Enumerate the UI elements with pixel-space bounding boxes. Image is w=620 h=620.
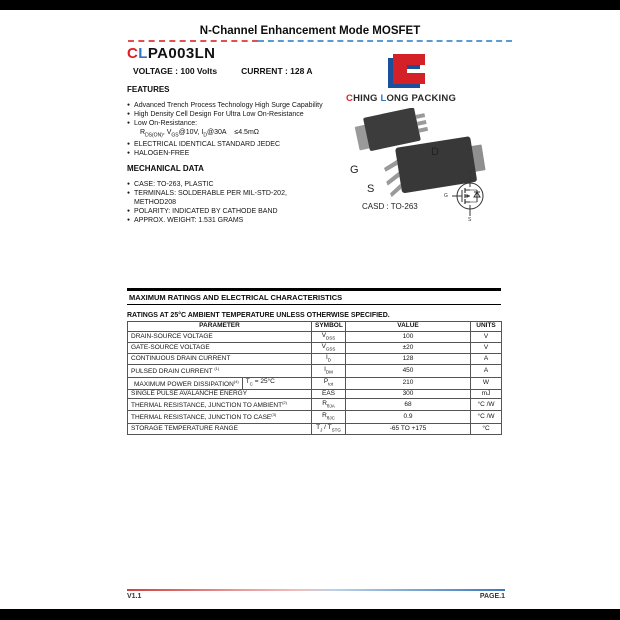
feature-text: Advanced Trench Process Technology High Surge Capability (134, 102, 323, 109)
mechanical-line: METHOD208 (134, 199, 177, 206)
feature-text: HALOGEN-FREE (134, 150, 190, 158)
footnote-ref: (1) (214, 366, 220, 372)
ratings-table (127, 321, 502, 435)
value-cell: 450 (346, 365, 471, 377)
brand-letter-c: C (346, 93, 354, 104)
table-row (128, 331, 502, 342)
mechanical-text (134, 207, 367, 216)
units-cell: A (471, 354, 502, 365)
footnote-ref: (3) (271, 412, 277, 418)
current-rating: CURRENT : 128 A (241, 66, 313, 76)
bullet-icon: ● (127, 190, 131, 196)
bullet-icon: ● (127, 217, 131, 223)
brand-rest: ONG PACKING (386, 93, 457, 104)
voltage-rating: VOLTAGE : 100 Volts (133, 66, 218, 76)
feature-text: ELECTRICAL IDENTICAL STANDARD JEDEC (134, 141, 281, 149)
table-header-cell: PARAMETER (128, 322, 312, 332)
symbol-cell: $I_{DM}$ (312, 365, 346, 377)
table-row (128, 399, 502, 411)
units-cell: V (471, 331, 502, 342)
mechanical-line: POLARITY: INDICATED BY CATHODE BAND (134, 208, 278, 215)
underline-red-segment (128, 40, 258, 42)
page-title: N-Channel Enhancement Mode MOSFET (199, 25, 421, 37)
bullet-icon: ● (127, 150, 131, 157)
mechanical-list (127, 180, 367, 225)
pin-label-source: S (367, 183, 375, 195)
footer-gradient-line (127, 589, 505, 591)
table-header-row (128, 322, 502, 332)
footer (127, 593, 505, 600)
table-header-cell: SYMBOL (312, 322, 346, 332)
symbol-label-source: S (468, 217, 472, 223)
table-row (128, 354, 502, 365)
table-row (128, 411, 502, 423)
units-cell: A (471, 365, 502, 377)
ratings-subtitle: RATINGS AT 25°C AMBIENT TEMPERATURE UNLESS OTHERWISE SPECIFIED. (127, 312, 390, 319)
footer-page-number: PAGE.1 (479, 593, 505, 600)
brand-hing: HING (353, 93, 381, 104)
param-cell: THERMAL RESISTANCE, JUNCTION TO AMBIENT$^{(2)}$ (128, 399, 312, 411)
table-row (128, 377, 502, 389)
mechanical-item (127, 207, 367, 216)
bottom-black-bar (0, 609, 620, 620)
bullet-icon: ● (127, 111, 131, 117)
mechanical-item (127, 189, 367, 207)
table-header-cell: UNITS (471, 322, 502, 332)
part-number-letter-l: L (138, 45, 148, 62)
table-row (128, 389, 502, 399)
bullet-icon: ● (127, 120, 131, 126)
features-list (127, 101, 367, 158)
bullet-icon: ● (127, 102, 131, 108)
feature-detail: $R_{DS(ON)}$, $V_{GS}@10V$, $I_D@30A$ ≤4.5mΩ (140, 129, 260, 139)
mechanical-item (127, 180, 367, 189)
param-cell: STORAGE TEMPERATURE RANGE (128, 423, 312, 434)
symbol-cell: EAS (312, 389, 346, 399)
footnote-ref: (4) (233, 378, 239, 384)
part-number-rest: PA003LN (147, 45, 216, 62)
symbol-label-drain: D (468, 170, 472, 176)
value-cell: 100 (346, 331, 471, 342)
symbol-cell: $T_J / T_{STG}$ (312, 423, 346, 434)
symbol-cell: $P_{tot}$ (312, 377, 346, 389)
feature-text: Low On-Resistance: (134, 120, 198, 127)
feature-item (127, 140, 367, 149)
symbol-cell: $R_{\theta JA}$ (312, 399, 346, 411)
param-cell: THERMAL RESISTANCE, JUNCTION TO CASE$^{(3)}$ (128, 411, 312, 423)
bullet-icon: ● (127, 208, 131, 214)
top-black-bar (0, 0, 620, 10)
pin-label-gate: G (350, 164, 359, 176)
condition-text: $T_C = 25^\circ C$ (242, 378, 308, 389)
units-cell: V (471, 342, 502, 353)
symbol-cell: $V_{GSS}$ (312, 342, 346, 353)
footnote-ref: (2) (282, 400, 287, 406)
footer-version: V1.1 (127, 593, 142, 600)
mechanical-heading: MECHANICAL DATA (127, 164, 204, 173)
mechanical-line: TERMINALS: SOLDERABLE PER MIL-STD-202, (134, 190, 287, 197)
param-cell (128, 377, 312, 389)
brand-letter-l: L (380, 93, 387, 104)
param-cell: GATE-SOURCE VOLTAGE (128, 342, 312, 353)
units-cell: °C /W (471, 399, 502, 411)
mechanical-line: APPROX. WEIGHT: 1.531 GRAMS (134, 217, 244, 224)
features-heading: FEATURES (127, 85, 170, 94)
symbol-label-gate: G (444, 193, 448, 199)
value-cell: 300 (346, 389, 471, 399)
case-type-label: CASD : TO-263 (362, 202, 418, 211)
table-header-cell: VALUE (346, 322, 471, 332)
units-cell: W (471, 377, 502, 389)
feature-item (127, 149, 367, 158)
bullet-icon: ● (127, 181, 131, 187)
table-row (128, 423, 502, 434)
feature-item (127, 110, 367, 119)
mechanical-text (134, 216, 367, 225)
part-number-letter-c: C (127, 45, 139, 62)
value-cell: 68 (346, 399, 471, 411)
mechanical-text (134, 180, 367, 189)
feature-item (127, 101, 367, 110)
ratings-section-title: MAXIMUM RATINGS AND ELECTRICAL CHARACTERISTICS (127, 288, 501, 305)
value-cell: 0.9 (346, 411, 471, 423)
ratings-table-body (128, 331, 502, 434)
units-cell: °C /W (471, 411, 502, 423)
bullet-icon: ● (127, 141, 131, 148)
value-cell: ±20 (346, 342, 471, 353)
table-row (128, 342, 502, 353)
mosfet-schematic-symbol (444, 170, 496, 224)
symbol-cell: $V_{DSS}$ (312, 331, 346, 342)
mechanical-line: CASE: TO-263, PLASTIC (134, 181, 214, 188)
value-cell: 128 (346, 354, 471, 365)
symbol-cell: $I_D$ (312, 354, 346, 365)
brand-logo-icon (386, 53, 428, 93)
value-cell: -65 TO +175 (346, 423, 471, 434)
symbol-cell: $R_{\theta JC}$ (312, 411, 346, 423)
feature-item (127, 119, 367, 128)
part-number (127, 45, 215, 62)
features-section (127, 85, 367, 158)
table-row (128, 365, 502, 377)
param-cell: DRAIN-SOURCE VOLTAGE (128, 331, 312, 342)
feature-text: High Density Cell Design For Ultra Low On-Resistance (134, 111, 304, 118)
pin-label-drain: D (431, 146, 439, 158)
value-cell: 210 (346, 377, 471, 389)
units-cell: mJ (471, 389, 502, 399)
param-cell: CONTINUOUS DRAIN CURRENT (128, 354, 312, 365)
mechanical-section (127, 164, 367, 225)
param-cell: PULSED DRAIN CURRENT $^{(1)}$ (128, 365, 312, 377)
param-text: MAXIMUM POWER DISSIPATION$^{(4)}$ (134, 378, 239, 388)
voltage-current-line (133, 66, 313, 76)
underline-blue-segment (258, 40, 512, 42)
title-underline (128, 40, 512, 42)
mechanical-item (127, 216, 367, 225)
param-cell: SINGLE PULSE AVALANCHE ENERGY (128, 389, 312, 399)
mechanical-text (134, 189, 367, 207)
units-cell: °C (471, 423, 502, 434)
param-split (131, 378, 308, 389)
